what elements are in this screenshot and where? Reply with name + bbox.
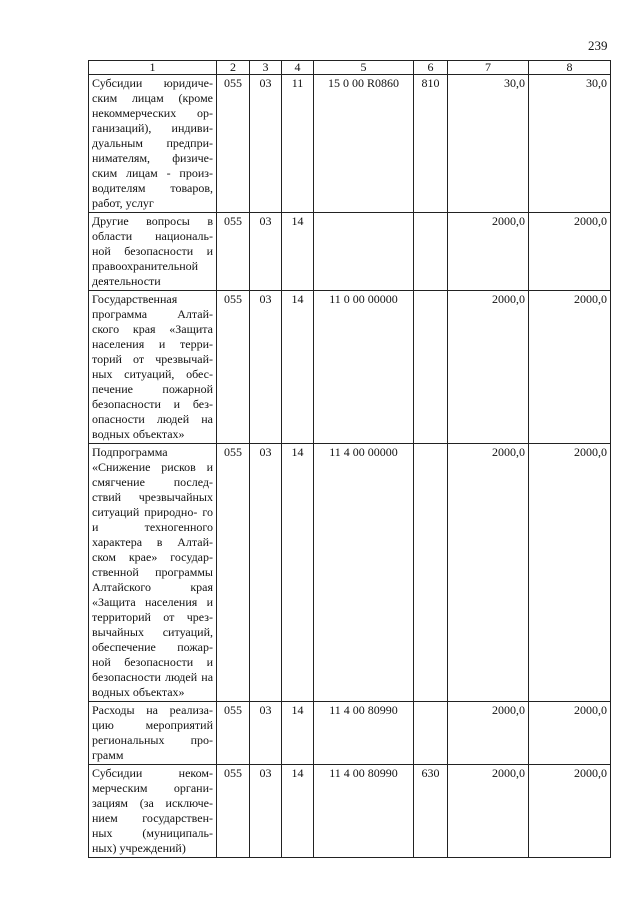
row-amount-year-1: 2000,0 xyxy=(448,444,529,702)
row-name-line: ситуаций природно- xyxy=(92,505,198,519)
row-target-article: 15 0 00 R0860 xyxy=(314,75,414,213)
table-row xyxy=(89,702,611,765)
row-name-line: ском крае» государ- xyxy=(92,550,213,564)
table-body xyxy=(89,75,611,858)
row-name-line: Расходы на реализа- xyxy=(92,703,213,717)
row-name-line: программа Алтай- xyxy=(92,307,213,321)
row-section-code: 03 xyxy=(250,765,282,858)
row-name-line: печение пожарной xyxy=(92,382,213,396)
row-amount-year-1: 30,0 xyxy=(448,75,529,213)
row-name-line: ной безопасности и xyxy=(92,655,213,669)
row-name-line: го и техногенного xyxy=(92,505,213,534)
row-name-line: обеспечение пожар- xyxy=(92,640,213,654)
row-name-line: ственной программы xyxy=(92,565,213,579)
row-ministry-code: 055 xyxy=(217,702,250,765)
header-row xyxy=(89,61,611,75)
row-amount-year-2: 30,0 xyxy=(529,75,611,213)
table-row xyxy=(89,765,611,858)
row-amount-year-1: 2000,0 xyxy=(448,213,529,291)
header-cell-7: 7 xyxy=(448,61,529,75)
row-name-line: региональных про- xyxy=(92,733,213,747)
row-name-line: населения и терри- xyxy=(92,337,213,351)
row-name-line: ствий чрезвычайных xyxy=(92,490,213,504)
row-ministry-code: 055 xyxy=(217,444,250,702)
row-expense-type: 630 xyxy=(414,765,448,858)
row-name-line: работ, услуг xyxy=(92,196,154,210)
row-name-line: опасности людей на xyxy=(92,412,213,426)
row-name-line: Алтайского края xyxy=(92,580,213,594)
row-subsection-code: 11 xyxy=(282,75,314,213)
row-name-line: на водных объектах» xyxy=(92,670,214,699)
row-name xyxy=(89,765,217,858)
row-name-line: некоммерческих ор- xyxy=(92,106,213,120)
row-name-line: Субсидии неком- xyxy=(92,766,213,780)
row-name xyxy=(89,291,217,444)
row-subsection-code: 14 xyxy=(282,765,314,858)
row-section-code: 03 xyxy=(250,702,282,765)
row-name-line: ского края «Защита xyxy=(92,322,213,336)
row-name-line: ским лицам (кроме xyxy=(92,91,213,105)
row-ministry-code: 055 xyxy=(217,213,250,291)
budget-table xyxy=(88,60,611,858)
row-expense-type: 810 xyxy=(414,75,448,213)
row-amount-year-2: 2000,0 xyxy=(529,291,611,444)
row-expense-type xyxy=(414,444,448,702)
header-cell-4: 4 xyxy=(282,61,314,75)
row-name-line: ским лицам - произ- xyxy=(92,166,213,180)
row-name-line: мерческим органи- xyxy=(92,781,213,795)
row-target-article: 11 4 00 00000 xyxy=(314,444,414,702)
row-name-line: Другие вопросы в xyxy=(92,214,213,228)
row-name xyxy=(89,444,217,702)
row-subsection-code: 14 xyxy=(282,213,314,291)
row-name-line: нимателям, физиче- xyxy=(92,151,213,165)
row-name-line: ных ситуаций, обес- xyxy=(92,367,213,381)
header-cell-6: 6 xyxy=(414,61,448,75)
table-row xyxy=(89,75,611,213)
row-subsection-code: 14 xyxy=(282,702,314,765)
row-name-line: ных) учреждений) xyxy=(92,841,186,855)
row-target-article xyxy=(314,213,414,291)
row-section-code: 03 xyxy=(250,75,282,213)
row-name-line: «Снижение рисков и xyxy=(92,460,213,474)
header-cell-8: 8 xyxy=(529,61,611,75)
page-number: 239 xyxy=(588,38,608,53)
row-name-line: «Защита населения и xyxy=(92,595,213,609)
row-amount-year-2: 2000,0 xyxy=(529,702,611,765)
row-target-article: 11 4 00 80990 xyxy=(314,765,414,858)
row-name xyxy=(89,75,217,213)
row-name-line: Подпрограмма xyxy=(92,445,168,459)
row-name-line: ной безопасности и xyxy=(92,244,213,258)
row-name-line: безопасности и без- xyxy=(92,397,213,411)
row-name-line: цию мероприятий xyxy=(92,718,213,732)
table-row xyxy=(89,291,611,444)
row-amount-year-2: 2000,0 xyxy=(529,444,611,702)
row-name xyxy=(89,702,217,765)
table-row xyxy=(89,444,611,702)
row-subsection-code: 14 xyxy=(282,291,314,444)
header-cell-2: 2 xyxy=(217,61,250,75)
row-name-line: ных (муниципаль- xyxy=(92,826,213,840)
row-name-line: грамм xyxy=(92,748,124,762)
row-expense-type xyxy=(414,702,448,765)
row-amount-year-2: 2000,0 xyxy=(529,765,611,858)
row-name-line: Субсидии юридиче- xyxy=(92,76,213,90)
row-expense-type xyxy=(414,213,448,291)
row-target-article: 11 0 00 00000 xyxy=(314,291,414,444)
row-amount-year-1: 2000,0 xyxy=(448,765,529,858)
row-name-line: водных объектах» xyxy=(92,427,185,441)
table-row xyxy=(89,213,611,291)
row-name-line: правоохранительной xyxy=(92,259,199,273)
header-cell-3: 3 xyxy=(250,61,282,75)
row-name-line: Государственная xyxy=(92,292,178,306)
row-name xyxy=(89,213,217,291)
header-cell-1: 1 xyxy=(89,61,217,75)
header-cell-5: 5 xyxy=(314,61,414,75)
row-name-line: территорий от чрез- xyxy=(92,610,213,624)
row-section-code: 03 xyxy=(250,444,282,702)
row-name-line: безопасности людей xyxy=(92,670,198,684)
row-subsection-code: 14 xyxy=(282,444,314,702)
row-name-line: зациям (за исключе- xyxy=(92,796,213,810)
row-expense-type xyxy=(414,291,448,444)
row-name-line: деятельности xyxy=(92,274,161,288)
row-name-line: вычайных ситуаций, xyxy=(92,625,213,639)
row-section-code: 03 xyxy=(250,213,282,291)
row-amount-year-2: 2000,0 xyxy=(529,213,611,291)
row-amount-year-1: 2000,0 xyxy=(448,291,529,444)
row-name-line: водителям товаров, xyxy=(92,181,213,195)
row-name-line: смягчение послед- xyxy=(92,475,213,489)
row-name-line: торий от чрезвычай- xyxy=(92,352,213,366)
row-name-line: характера в Алтай- xyxy=(92,535,213,549)
row-ministry-code: 055 xyxy=(217,765,250,858)
row-section-code: 03 xyxy=(250,291,282,444)
row-name-line: нием государствен- xyxy=(92,811,213,825)
row-name-line: дуальным предпри- xyxy=(92,136,213,150)
row-name-line: области националь- xyxy=(92,229,213,243)
row-target-article: 11 4 00 80990 xyxy=(314,702,414,765)
row-ministry-code: 055 xyxy=(217,75,250,213)
row-ministry-code: 055 xyxy=(217,291,250,444)
row-name-line: ганизаций), индиви- xyxy=(92,121,213,135)
row-amount-year-1: 2000,0 xyxy=(448,702,529,765)
